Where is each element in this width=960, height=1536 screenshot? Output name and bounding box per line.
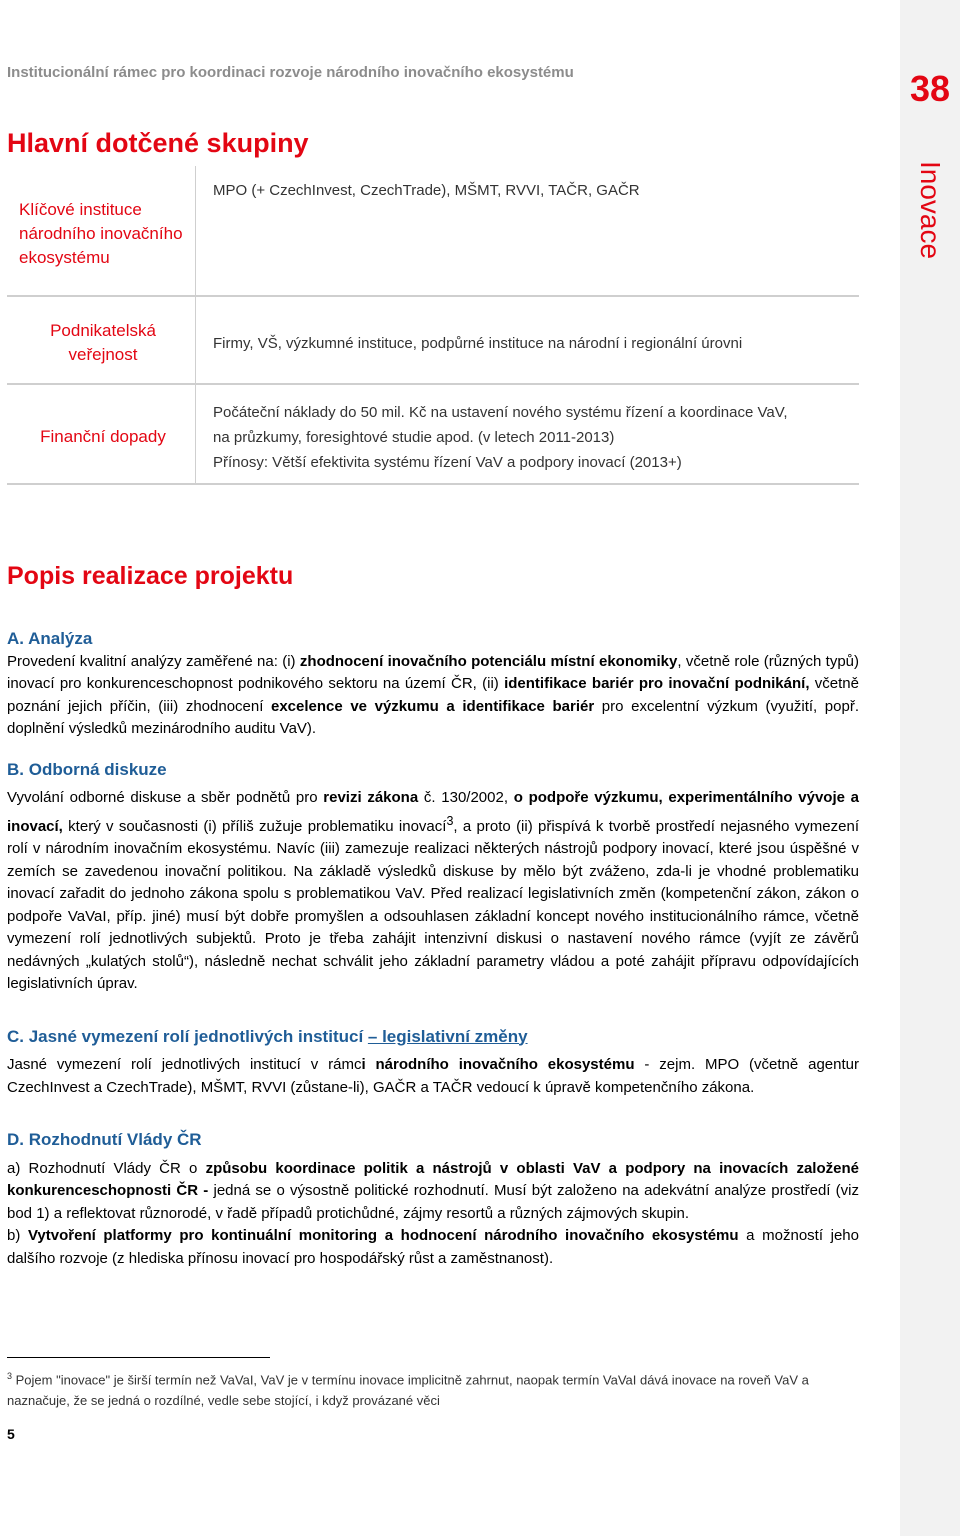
row-value-line: MPO (+ CzechInvest, CzechTrade), MŠMT, RVVI, TAČR, GAČR	[213, 182, 640, 199]
row-value-line: Počáteční náklady do 50 mil. Kč na ustavení nového systému řízení a koordinace VaV,	[213, 403, 788, 421]
footnote-text: Pojem "inovace" je širší termín než VaVaI, VaV je v termínu inovace implicitně zahrnut, naopak termín VaVaI dává inovace na roveň VaV a naznačuje, že se jedná o rozdílné, vedle sebe stojící, i když provázané věci	[7, 1372, 809, 1409]
table-row	[7, 297, 859, 385]
table-row	[7, 385, 859, 485]
footer-page-marker: 5	[7, 1426, 15, 1442]
running-title: Institucionální rámec pro koordinaci rozvoje národního inovačního ekosystému	[7, 64, 574, 81]
section-d-heading: D. Rozhodnutí Vlády ČR	[7, 1130, 202, 1149]
table-row	[7, 166, 859, 297]
row-value-line: Firmy, VŠ, výzkumné instituce, podpůrné instituce na národní i regionální úrovni	[213, 334, 743, 352]
footnote-rule	[7, 1357, 270, 1358]
project-body	[7, 628, 859, 1270]
row-value	[195, 385, 859, 483]
footnote-number: 3	[7, 1371, 13, 1381]
row-value	[195, 297, 859, 383]
row-value-line: Přínosy: Větší efektivita systému řízení VaV a podpory inovací (2013+)	[213, 453, 682, 471]
section-b-heading: B. Odborná diskuze	[7, 759, 167, 779]
footnote	[7, 1366, 863, 1411]
row-label: Finanční dopady	[40, 427, 166, 446]
section-c-paragraph: Jasné vymezení rolí jednotlivých institucí v rámci národního inovačního ekosystému - zejm. MPO (včetně agentur CzechInvest a CzechTrade), MŠMT, RVVI (zůstane-li), GAČR a TAČR vedoucí k úpravě kompetenčního zákona.	[7, 1056, 860, 1096]
row-value	[195, 166, 859, 295]
groups-table	[7, 166, 859, 485]
section-tab	[900, 150, 960, 270]
row-value-line: na průzkumy, foresightové studie apod. (v letech 2011-2013)	[213, 428, 615, 446]
section-a-paragraph: Provedení kvalitní analýzy zaměřené na: (i) zhodnocení inovačního potenciálu místní ekonomiky, včetně role (různých typů) inovací pro konkurenceschopnost podnikového sektoru na území ČR, (ii) identifikace bariér pro inovační podnikání, včetně poznání jejich příčin, (iii) zhodnocení excelence ve výzkumu a identifikace bariér pro excelentní výzkum (využití, popř. doplnění výsledků mezinárodního auditu VaV).	[7, 652, 859, 737]
section-b-paragraph: Vyvolání odborné diskuse a sběr podnětů pro revizi zákona č. 130/2002, o podpoře výzkumu, experimentálního vývoje a inovací, který v současnosti (i) příliš zužuje problematiku inovací$^3$, a proto (ii) přispívá k tvorbě prostředí nejasného vymezení rolí v národním inovačním ekosystému. Navíc (iii) zamezuje realizaci některých nástrojů podpory inovací, které jsou úspěšné v zemích se zavedenou inovační politikou. Na základě výsledků diskuse by mělo být zváženo, zda-li je vhodné problematiku inovací zařadit do jednoho zákona spolu s problematikou VaV. Před realizací legislativních změn (kompetenční zákon, zákon o podpoře VaVaI, příp. jiné) musí být dobře promyšlen a odsouhlasen základní koncept nového institucionálního rámce, včetně vymezení rolí jednotlivých subjektů. Proto je třeba zahájit intenzivní diskusi o nastavení nového rámce (vyjít ze závěrů nedávných „kulatých stolů“), následně nechat schválit jeho základní parametry vládou a poté zahájit přípravu odpovídajících legislativních úprav.	[7, 789, 860, 992]
page-number: 38	[909, 68, 951, 109]
section-d-paragraph-a: a) Rozhodnutí Vlády ČR o způsobu koordinace politik a nástrojů v oblasti VaV a podpory na inovacích založené konkurenceschopnosti ČR - jedná se o výsostně politické rozhodnutí. Musí být založeno na adekvátní analýze prostředí (viz bod 1) a reflektovat různorodé, v řadě případů protichůdné, zájmy resortů a různých zájmových skupin.	[7, 1159, 859, 1222]
footnote-ref: 3	[446, 813, 454, 828]
groups-title: Hlavní dotčené skupiny	[7, 128, 309, 158]
row-label: Klíčové instituce národního inovačního ekosystému	[19, 199, 183, 267]
project-title: Popis realizace projektu	[7, 562, 294, 590]
section-d-paragraph-b: b) Vytvoření platformy pro kontinuální monitoring a hodnocení národního inovačního ekosystému a možností jeho dalšího rozvoje (z hlediska přínosu inovací pro hospodářský růst a zaměstnanost).	[7, 1227, 859, 1267]
section-label: Inovace	[915, 160, 946, 260]
row-label: Podnikatelská veřejnost	[50, 321, 156, 364]
section-c-heading: C. Jasné vymezení rolí jednotlivých institucí – legislativní změny	[7, 1026, 528, 1046]
section-a-heading: A. Analýza	[7, 629, 93, 648]
